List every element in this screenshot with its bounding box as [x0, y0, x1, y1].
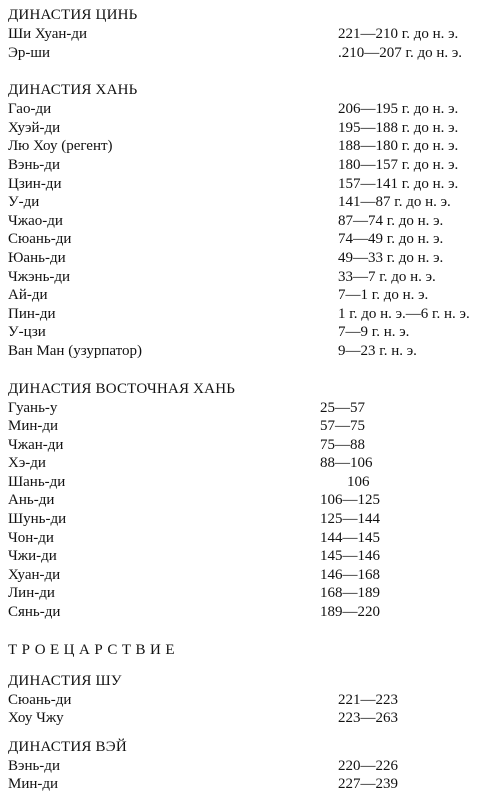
ruler-name: Ань-ди	[8, 492, 55, 509]
reign-dates: 189—220	[320, 604, 380, 621]
list-item	[8, 603, 492, 622]
era-title: ТРОЕЦАРСТВИЕ	[8, 641, 180, 658]
list-item	[8, 175, 492, 194]
list-item	[8, 709, 492, 728]
ruler-name: Лю Хоу (регент)	[8, 138, 113, 155]
reign-dates: 106—125	[320, 492, 380, 509]
reign-dates: 87—74 г. до н. э.	[338, 212, 444, 229]
ruler-name: Хэ-ди	[8, 455, 46, 472]
section-heading: ДИНАСТИЯ ЦИНЬ	[8, 7, 138, 23]
rulers-list-page	[8, 6, 492, 804]
ruler-name: У-цзи	[8, 324, 46, 341]
ruler-name: Сянь-ди	[8, 604, 61, 621]
list-item	[8, 44, 492, 63]
list-item	[8, 691, 492, 710]
reign-dates: 206—195 г. до н. э.	[338, 101, 459, 118]
list-item	[8, 584, 492, 603]
reign-dates: 220—226	[338, 757, 398, 774]
list-item	[8, 212, 492, 231]
reign-dates: 125—144	[320, 511, 380, 528]
list-item	[8, 156, 492, 175]
list-item	[8, 436, 492, 455]
ruler-name: Лин-ди	[8, 585, 55, 602]
ruler-name: Чжан-ди	[8, 436, 64, 453]
ruler-name: Ши Хуан-ди	[8, 26, 88, 42]
list-item	[8, 119, 492, 138]
ruler-name: Сюань-ди	[8, 231, 72, 248]
list-item	[8, 399, 492, 418]
reign-dates: 7—1 г. до н. э.	[338, 287, 429, 304]
ruler-name: Пин-ди	[8, 305, 56, 322]
list-item	[8, 491, 492, 510]
list-item	[8, 286, 492, 305]
section-qin	[8, 6, 492, 62]
list-item	[8, 775, 492, 794]
ruler-name: Эр-ши	[8, 44, 50, 61]
ruler-name: Чжао-ди	[8, 212, 63, 229]
section-heading: ДИНАСТИЯ ХАНЬ	[8, 82, 138, 99]
ruler-name: Вэнь-ди	[8, 757, 60, 774]
ruler-name: Вэнь-ди	[8, 156, 60, 173]
reign-dates: 25—57	[320, 399, 365, 416]
ruler-name: Хоу Чжу	[8, 710, 64, 727]
reign-dates: 106	[347, 473, 370, 490]
reign-dates: 9—23 г. н. э.	[338, 342, 417, 359]
list-item	[8, 100, 492, 119]
reign-dates: 75—88	[320, 436, 365, 453]
reign-dates: 168—189	[320, 585, 380, 602]
reign-dates: 49—33 г. до н. э.	[338, 249, 444, 266]
ruler-name: Шань-ди	[8, 473, 66, 490]
list-item	[8, 417, 492, 436]
list-item	[8, 547, 492, 566]
reign-dates: 144—145	[320, 529, 380, 546]
list-item	[8, 249, 492, 268]
reign-dates: 74—49 г. до н. э.	[338, 231, 444, 248]
ruler-name: Чжи-ди	[8, 548, 57, 565]
ruler-name: Ай-ди	[8, 287, 48, 304]
reign-dates: 33—7 г. до н. э.	[338, 268, 436, 285]
list-item	[8, 268, 492, 287]
section-wei	[8, 738, 492, 794]
reign-dates: 1 г. до н. э.—6 г. н. э.	[338, 305, 470, 322]
list-item	[8, 454, 492, 473]
list-item	[8, 230, 492, 249]
reign-dates: 221—210 г. до н. э.	[338, 26, 459, 42]
ruler-name: Цзин-ди	[8, 175, 62, 192]
ruler-name: Хуэй-ди	[8, 119, 61, 136]
list-item	[8, 757, 492, 776]
list-item	[8, 529, 492, 548]
ruler-name: Сюань-ди	[8, 691, 72, 708]
reign-dates: 188—180 г. до н. э.	[338, 138, 459, 155]
reign-dates: .210—207 г. до н. э.	[338, 44, 463, 61]
ruler-name: Гуань-у	[8, 399, 58, 416]
section-heading: ДИНАСТИЯ ШУ	[8, 672, 122, 689]
ruler-name: Мин-ди	[8, 418, 59, 435]
reign-dates: 7—9 г. н. э.	[338, 324, 410, 341]
section-shu	[8, 672, 492, 728]
list-item	[8, 25, 492, 44]
reign-dates: 88—106	[320, 455, 373, 472]
list-item	[8, 193, 492, 212]
list-item	[8, 566, 492, 585]
ruler-name: Гао-ди	[8, 101, 52, 118]
reign-dates: 180—157 г. до н. э.	[338, 156, 459, 173]
ruler-name: Чжэнь-ди	[8, 268, 71, 285]
list-item	[8, 510, 492, 529]
ruler-name: Хуан-ди	[8, 566, 61, 583]
ruler-name: Чон-ди	[8, 529, 54, 546]
list-item	[8, 473, 492, 492]
section-heading: ДИНАСТИЯ ВЭЙ	[8, 738, 127, 755]
ruler-name: У-ди	[8, 194, 40, 211]
section-eastern-han	[8, 380, 492, 622]
reign-dates: 146—168	[320, 566, 380, 583]
ruler-name: Мин-ди	[8, 776, 59, 793]
reign-dates: 223—263	[338, 710, 398, 727]
section-han	[8, 81, 492, 360]
list-item	[8, 342, 492, 361]
ruler-name: Юань-ди	[8, 249, 66, 266]
reign-dates: 195—188 г. до н. э.	[338, 119, 459, 136]
reign-dates: 221—223	[338, 691, 398, 708]
list-item	[8, 137, 492, 156]
reign-dates: 157—141 г. до н. э.	[338, 175, 459, 192]
reign-dates: 141—87 г. до н. э.	[338, 194, 451, 211]
list-item	[8, 305, 492, 324]
ruler-name: Шунь-ди	[8, 511, 67, 528]
reign-dates: 145—146	[320, 548, 380, 565]
ruler-name: Ван Ман (узурпатор)	[8, 342, 142, 359]
reign-dates: 57—75	[320, 418, 365, 435]
list-item	[8, 323, 492, 342]
reign-dates: 227—239	[338, 776, 398, 793]
section-heading: ДИНАСТИЯ ВОСТОЧНАЯ ХАНЬ	[8, 380, 236, 397]
